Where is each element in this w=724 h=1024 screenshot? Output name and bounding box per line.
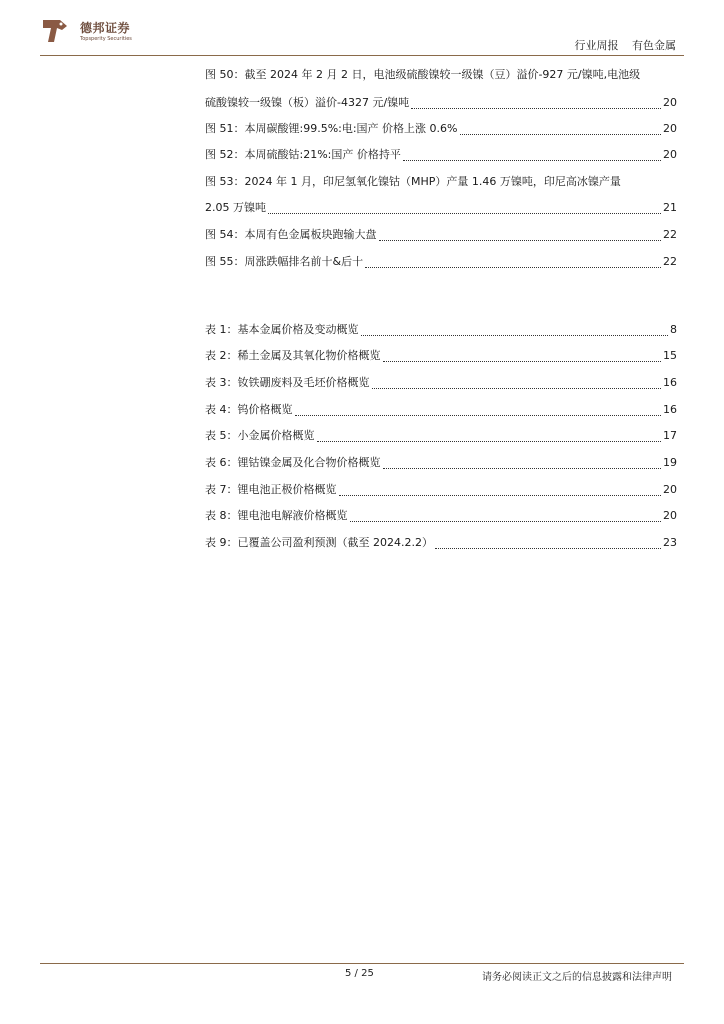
leader-dots	[460, 134, 662, 135]
toc-entry-table-3[interactable]	[205, 374, 677, 392]
toc-entry-page: 16	[663, 376, 677, 389]
leader-dots	[383, 468, 662, 469]
leader-dots	[317, 441, 662, 442]
logo-text-cn: 德邦证券	[80, 21, 131, 35]
toc-entry-table-2[interactable]	[205, 347, 677, 365]
toc-entry-page: 21	[663, 201, 677, 214]
toc-entry-label: 2.05 万镍吨	[205, 201, 266, 214]
toc-entry-label: 表 7：锂电池正极价格概览	[205, 483, 337, 496]
toc-entry-page: 20	[663, 148, 677, 161]
toc-entry-table-7[interactable]	[205, 481, 677, 499]
toc-entry-figure-50-line2[interactable]	[205, 94, 677, 112]
leader-dots	[411, 108, 661, 109]
leader-dots	[435, 548, 661, 549]
toc-entry-page: 22	[663, 228, 677, 241]
toc-entry-figure-52[interactable]	[205, 146, 677, 164]
toc-entry-page: 20	[663, 509, 677, 522]
toc-entry-label: 图 54：本周有色金属板块跑输大盘	[205, 228, 377, 241]
toc-entry-page: 17	[663, 429, 677, 442]
toc-entry-figure-53-line2[interactable]	[205, 199, 677, 217]
leader-dots	[339, 495, 662, 496]
toc-entry-page: 23	[663, 536, 677, 549]
toc-entry-page: 16	[663, 403, 677, 416]
toc-entry-table-8[interactable]	[205, 507, 677, 525]
toc-entry-figure-50-line1[interactable]	[205, 66, 677, 84]
toc-entry-label: 硫酸镍较一级镍（板）溢价-4327 元/镍吨	[205, 96, 410, 109]
toc-entry-table-1[interactable]	[205, 321, 677, 339]
logo-icon	[40, 16, 70, 46]
toc-entry-label: 表 5：小金属价格概览	[205, 429, 315, 442]
leader-dots	[268, 213, 661, 214]
toc-entry-label: 图 51：本周碳酸锂:99.5%:电:国产 价格上涨 0.6%	[205, 122, 458, 135]
toc-entry-label: 图 55：周涨跌幅排名前十&后十	[205, 255, 364, 268]
report-category	[565, 37, 677, 53]
toc-entry-page: 20	[663, 483, 677, 496]
toc-entry-figure-55[interactable]	[205, 253, 677, 271]
company-logo	[40, 16, 150, 46]
toc-entry-page: 20	[663, 122, 677, 135]
toc-entry-figure-53-line1[interactable]	[205, 173, 677, 191]
report-type: 行业周报	[574, 39, 619, 52]
page-number: 5 / 25	[345, 968, 374, 979]
toc-entry-page: 22	[663, 255, 677, 268]
toc-entry-table-4[interactable]	[205, 401, 677, 419]
toc-entry-label: 表 4：钨价格概览	[205, 403, 293, 416]
leader-dots	[383, 361, 662, 362]
toc-entry-label: 图 53：2024 年 1 月，印尼氢氧化镍钴（MHP）产量 1.46 万镍吨，印尼高冰镍产量	[205, 175, 621, 188]
toc-entry-label: 图 52：本周硫酸钴:21%:国产 价格持平	[205, 148, 401, 161]
toc-entry-figure-51[interactable]	[205, 120, 677, 138]
toc-entry-table-6[interactable]	[205, 454, 677, 472]
leader-dots	[403, 160, 661, 161]
toc-entry-page: 20	[663, 96, 677, 109]
report-sector: 有色金属	[632, 39, 676, 52]
toc-entry-label: 表 2：稀土金属及其氧化物价格概览	[205, 349, 381, 362]
footer-divider	[40, 963, 684, 964]
toc-entry-table-5[interactable]	[205, 427, 677, 445]
leader-dots	[295, 415, 662, 416]
footer-disclaimer: 请务必阅读正文之后的信息披露和法律声明	[482, 972, 672, 983]
page-header	[0, 0, 724, 62]
toc-entry-table-9[interactable]	[205, 534, 677, 552]
toc-entry-label: 表 1：基本金属价格及变动概览	[205, 323, 359, 336]
leader-dots	[361, 335, 669, 336]
leader-dots	[372, 388, 662, 389]
toc-entry-label: 图 50：截至 2024 年 2 月 2 日，电池级硫酸镍较一级镍（豆）溢价-927 元/镍吨,电池级	[205, 68, 641, 81]
toc-entry-label: 表 8：锂电池电解液价格概览	[205, 509, 348, 522]
toc-entry-figure-54[interactable]	[205, 226, 677, 244]
leader-dots	[379, 240, 662, 241]
toc-entry-label: 表 6：锂钴镍金属及化合物价格概览	[205, 456, 381, 469]
leader-dots	[350, 521, 662, 522]
toc-entry-page: 19	[663, 456, 677, 469]
logo-text-en: Topsperity Securities	[80, 36, 132, 42]
toc-entry-label: 表 3：钕铁硼废料及毛坯价格概览	[205, 376, 370, 389]
header-divider	[40, 55, 684, 56]
leader-dots	[365, 267, 661, 268]
toc-entry-page: 8	[670, 323, 677, 336]
toc-entry-label: 表 9：已覆盖公司盈利预测（截至 2024.2.2）	[205, 536, 433, 549]
toc-entry-page: 15	[663, 349, 677, 362]
